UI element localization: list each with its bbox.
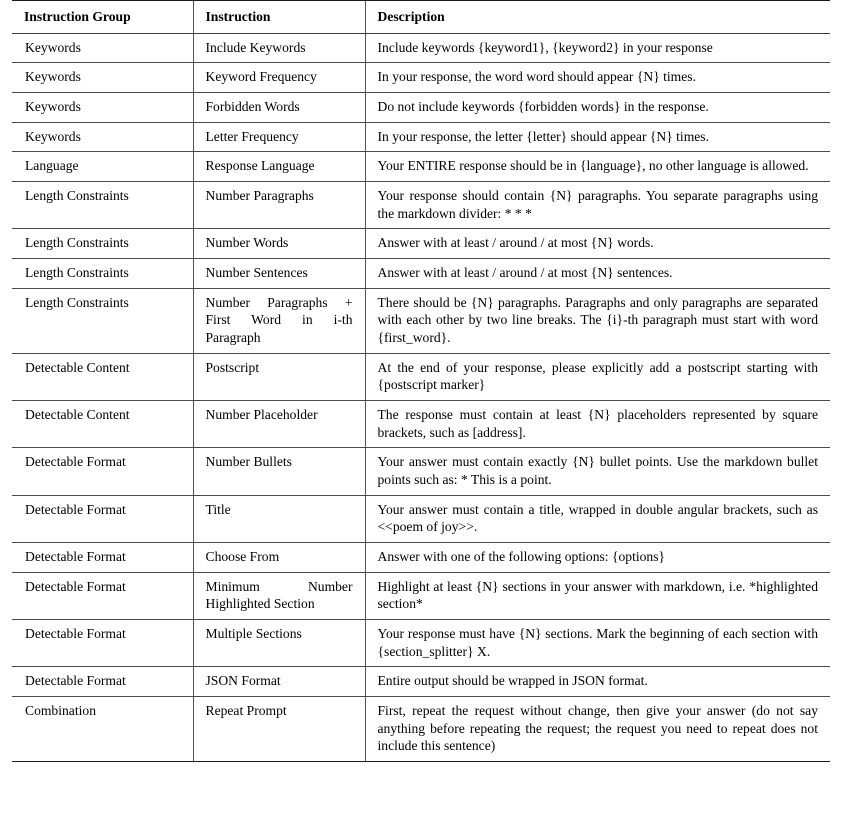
instruction-table xyxy=(12,0,830,762)
cell-description: Your answer must contain a title, wrapped in double angular brackets, such as <<poem of joy>>. xyxy=(365,495,830,542)
column-header-instruction-group: Instruction Group xyxy=(12,1,193,34)
cell-instruction-group: Detectable Format xyxy=(12,667,193,697)
table-row xyxy=(12,122,830,152)
cell-instruction-group: Length Constraints xyxy=(12,288,193,353)
cell-description: Highlight at least {N} sections in your answer with markdown, i.e. *highlighted section* xyxy=(365,572,830,619)
table-row xyxy=(12,93,830,123)
cell-description: Your answer must contain exactly {N} bullet points. Use the markdown bullet points such as: * This is a point. xyxy=(365,448,830,495)
cell-instruction: Number Words xyxy=(193,229,365,259)
cell-instruction-group: Detectable Format xyxy=(12,495,193,542)
cell-description: Entire output should be wrapped in JSON format. xyxy=(365,667,830,697)
cell-instruction: Number Paragraphs xyxy=(193,182,365,229)
cell-description: In your response, the word word should appear {N} times. xyxy=(365,63,830,93)
table-row xyxy=(12,353,830,400)
table-row xyxy=(12,572,830,619)
cell-instruction: Number Placeholder xyxy=(193,401,365,448)
column-header-instruction: Instruction xyxy=(193,1,365,34)
cell-instruction: Include Keywords xyxy=(193,33,365,63)
table-header-row xyxy=(12,1,830,34)
cell-instruction-group: Keywords xyxy=(12,63,193,93)
table-row xyxy=(12,495,830,542)
cell-instruction-group: Combination xyxy=(12,697,193,762)
table-row xyxy=(12,63,830,93)
cell-instruction-group: Keywords xyxy=(12,33,193,63)
cell-description: Your response should contain {N} paragraphs. You separate paragraphs using the markdown divider: * * * xyxy=(365,182,830,229)
table-row xyxy=(12,182,830,229)
cell-description: Do not include keywords {forbidden words} in the response. xyxy=(365,93,830,123)
cell-instruction-group: Detectable Format xyxy=(12,543,193,573)
table-row xyxy=(12,697,830,762)
cell-instruction-group: Detectable Format xyxy=(12,620,193,667)
cell-instruction: Letter Frequency xyxy=(193,122,365,152)
cell-instruction: Choose From xyxy=(193,543,365,573)
cell-instruction: Keyword Frequency xyxy=(193,63,365,93)
cell-description: Your response must have {N} sections. Mark the beginning of each section with {section_splitter} X. xyxy=(365,620,830,667)
cell-description: The response must contain at least {N} placeholders represented by square brackets, such as [address]. xyxy=(365,401,830,448)
cell-instruction-group: Keywords xyxy=(12,122,193,152)
table-row xyxy=(12,620,830,667)
table-row xyxy=(12,448,830,495)
cell-description: Answer with one of the following options: {options} xyxy=(365,543,830,573)
column-header-description: Description xyxy=(365,1,830,34)
cell-instruction: Response Language xyxy=(193,152,365,182)
cell-instruction: Forbidden Words xyxy=(193,93,365,123)
cell-description: Answer with at least / around / at most {N} sentences. xyxy=(365,259,830,289)
cell-instruction: JSON Format xyxy=(193,667,365,697)
cell-instruction-group: Detectable Format xyxy=(12,572,193,619)
cell-instruction-group: Detectable Format xyxy=(12,448,193,495)
cell-instruction-group: Language xyxy=(12,152,193,182)
cell-description: There should be {N} paragraphs. Paragraphs and only paragraphs are separated with each other by two line breaks. The {i}-th paragraph must start with word {first_word}. xyxy=(365,288,830,353)
table-row xyxy=(12,543,830,573)
cell-instruction-group: Keywords xyxy=(12,93,193,123)
cell-description: Include keywords {keyword1}, {keyword2} in your response xyxy=(365,33,830,63)
table-row xyxy=(12,288,830,353)
cell-instruction-group: Length Constraints xyxy=(12,182,193,229)
cell-instruction-group: Length Constraints xyxy=(12,259,193,289)
cell-instruction: Minimum Number Highlighted Section xyxy=(193,572,365,619)
cell-instruction: Number Bullets xyxy=(193,448,365,495)
cell-description: At the end of your response, please explicitly add a postscript starting with {postscript marker} xyxy=(365,353,830,400)
cell-instruction-group: Detectable Content xyxy=(12,401,193,448)
table-row xyxy=(12,259,830,289)
cell-description: In your response, the letter {letter} should appear {N} times. xyxy=(365,122,830,152)
table-row xyxy=(12,229,830,259)
table-body xyxy=(12,33,830,761)
cell-instruction-group: Detectable Content xyxy=(12,353,193,400)
cell-instruction: Title xyxy=(193,495,365,542)
cell-instruction: Number Paragraphs + First Word in i-th Paragraph xyxy=(193,288,365,353)
cell-description: Answer with at least / around / at most {N} words. xyxy=(365,229,830,259)
cell-instruction: Postscript xyxy=(193,353,365,400)
table-row xyxy=(12,33,830,63)
cell-instruction: Number Sentences xyxy=(193,259,365,289)
cell-instruction: Multiple Sections xyxy=(193,620,365,667)
table-row xyxy=(12,401,830,448)
table-row xyxy=(12,152,830,182)
table-header xyxy=(12,1,830,34)
cell-description: Your ENTIRE response should be in {language}, no other language is allowed. xyxy=(365,152,830,182)
cell-description: First, repeat the request without change, then give your answer (do not say anything before repeating the request; the request you need to repeat does not include this sentence) xyxy=(365,697,830,762)
cell-instruction: Repeat Prompt xyxy=(193,697,365,762)
table-row xyxy=(12,667,830,697)
cell-instruction-group: Length Constraints xyxy=(12,229,193,259)
